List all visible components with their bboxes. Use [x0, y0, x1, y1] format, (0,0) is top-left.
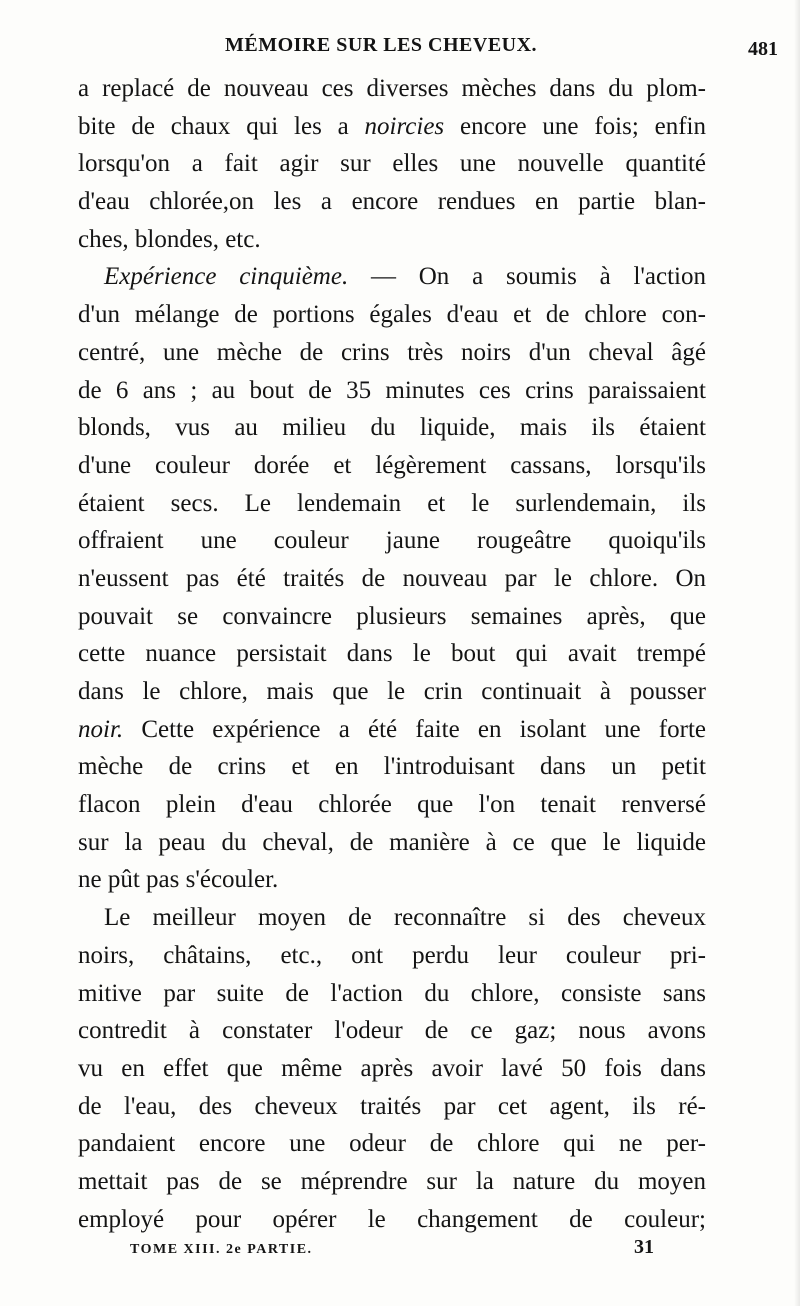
text-line: cette nuance persistait dans le bout qui avait trempé	[78, 640, 706, 668]
text-line: blonds, vus au milieu du liquide, mais ils étaient	[78, 414, 706, 442]
text-line: de 6 ans ; au bout de 35 minutes ces crins paraissaient	[78, 376, 706, 404]
text-line: sur la peau du cheval, de manière à ce que le liquide	[78, 828, 706, 856]
signature-mark: 31	[634, 1236, 654, 1258]
text-line: contredit à constater l'odeur de ce gaz; nous avons	[78, 1017, 706, 1045]
text-line: centré, une mèche de crins très noirs d'un cheval âgé	[78, 338, 706, 366]
text-line: vu en effet que même après avoir lavé 50 fois dans	[78, 1054, 706, 1082]
page-header	[0, 34, 800, 64]
text-line: pandaient encore une odeur de chlore qui ne per-	[78, 1130, 706, 1158]
text-line: dans le chlore, mais que le crin continuait à pousser	[78, 678, 706, 705]
text-line: d'eau chlorée,on les a encore rendues en partie blan-	[78, 188, 706, 216]
text-line: mettait pas de se méprendre sur la nature du moyen	[78, 1167, 706, 1195]
page-footer	[0, 1236, 800, 1266]
text-line: de l'eau, des cheveux traités par cet agent, ils ré-	[78, 1092, 706, 1120]
text-line: bite de chaux qui les a noircies encore une fois; enfin	[78, 112, 706, 140]
text-line: pouvait se convaincre plusieurs semaines après, que	[78, 602, 706, 630]
text-line: flacon plein d'eau chlorée que l'on tenait renversé	[78, 791, 706, 819]
body-text	[78, 70, 706, 1238]
text-line: n'eussent pas été traités de nouveau par le chlore. On	[78, 564, 706, 592]
text-line: d'une couleur dorée et légèrement cassans, lorsqu'ils	[78, 451, 706, 479]
text-line: offraient une couleur jaune rougeâtre quoiqu'ils	[78, 527, 706, 555]
text-line: étaient secs. Le lendemain et le surlendemain, ils	[78, 489, 706, 517]
text-line: noirs, châtains, etc., ont perdu leur couleur pri-	[78, 941, 706, 969]
page-number: 481	[748, 38, 778, 60]
text-line: ne pût pas s'écouler.	[78, 866, 279, 894]
text-line: lorsqu'on a fait agir sur elles une nouvelle quantité	[78, 150, 706, 178]
text-line: employé pour opérer le changement de couleur;	[78, 1205, 706, 1233]
text-line: mitive par suite de l'action du chlore, consiste sans	[78, 979, 706, 1007]
running-head: MÉMOIRE SUR LES CHEVEUX.	[225, 34, 538, 56]
text-line: d'un mélange de portions égales d'eau et de chlore con-	[78, 301, 706, 329]
page-edge-shadow	[794, 0, 800, 1306]
text-line: Expérience cinquième. — On a soumis à l'action	[104, 263, 706, 291]
text-line: mèche de crins et en l'introduisant dans un petit	[78, 753, 706, 781]
text-line: ches, blondes, etc.	[78, 225, 261, 253]
text-line: Le meilleur moyen de reconnaître si des cheveux	[104, 904, 706, 932]
text-line: a replacé de nouveau ces diverses mèches dans du plom-	[78, 75, 706, 102]
text-line: noir. Cette expérience a été faite en isolant une forte	[78, 715, 706, 743]
signature-line: TOME XIII. 2e PARTIE.	[130, 1242, 313, 1257]
